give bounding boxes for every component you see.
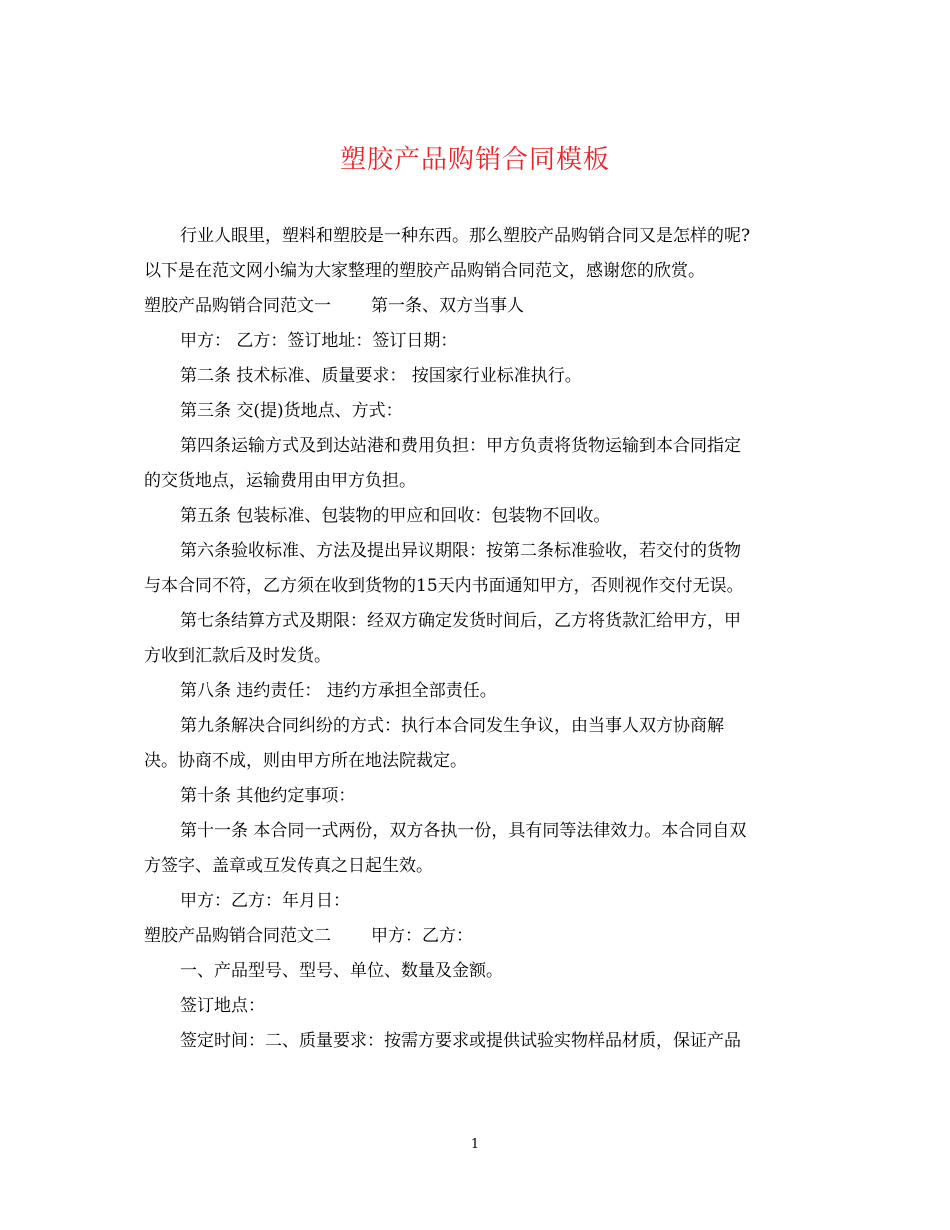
paragraph-line: 第十一条 本合同一式两份，双方各执一份，具有同等法律效力。本合同自双 (180, 821, 747, 841)
paragraph-line: 第九条解决合同纠纷的方式：执行本合同发生争议，由当事人双方协商解 (180, 716, 724, 736)
paragraph-line: 方签字、盖章或互发传真之日起生效。 (144, 856, 433, 876)
paragraph-line: 第三条 交(提)货地点、方式： (180, 401, 403, 421)
paragraph-line: 一、产品型号、型号、单位、数量及金额。 (180, 961, 503, 981)
paragraph-line: 第十条 其他约定事项： (180, 786, 356, 806)
paragraph-line: 第四条运输方式及到达站港和费用负担：甲方负责将货物运输到本合同指定 (180, 436, 741, 456)
paragraph-line: 第八条 违约责任： 违约方承担全部责任。 (180, 681, 497, 701)
paragraph-line: 方收到汇款后及时发货。 (144, 646, 331, 666)
paragraph-line: 决。协商不成，则由甲方所在地法院裁定。 (144, 751, 467, 771)
paragraph-line: 的交货地点，运输费用由甲方负担。 (144, 471, 416, 491)
paragraph-line: 第五条 包装标准、包装物的甲应和回收：包装物不回收。 (180, 506, 611, 526)
section-clause: 第一条、双方当事人 (371, 296, 524, 316)
paragraph-line: 与本合同不符，乙方须在收到货物的15天内书面通知甲方，否则视作交付无误。 (144, 576, 744, 596)
section-heading: 塑胶产品购销合同范文二 (144, 926, 331, 946)
paragraph-line: 第二条 技术标准、质量要求： 按国家行业标准执行。 (180, 366, 582, 386)
paragraph-line: 签订地点： (180, 996, 265, 1016)
document-body (144, 219, 814, 1059)
paragraph-line: 以下是在范文网小编为大家整理的塑胶产品购销合同范文，感谢您的欣赏。 (144, 261, 705, 281)
section-heading-line (144, 919, 814, 954)
section-heading: 塑胶产品购销合同范文一 (144, 296, 331, 316)
paragraph-line: 第七条结算方式及期限：经双方确定发货时间后，乙方将货款汇给甲方，甲 (180, 611, 741, 631)
paragraph-line: 行业人眼里，塑料和塑胶是一种东西。那么塑胶产品购销合同又是怎样的呢? (180, 226, 751, 246)
paragraph-line: 第六条验收标准、方法及提出异议期限：按第二条标准验收，若交付的货物 (180, 541, 741, 561)
document-title: 塑胶产品购销合同模板 (339, 145, 610, 175)
section-heading-line (144, 289, 814, 324)
page-number: 1 (470, 1137, 480, 1152)
section-clause: 甲方：乙方： (371, 926, 473, 946)
paragraph-line: 甲方： 乙方：签订地址：签订日期： (180, 331, 458, 351)
paragraph-line: 签定时间：二、质量要求：按需方要求或提供试验实物样品材质，保证产品 (180, 1031, 741, 1051)
paragraph-line: 甲方：乙方：年月日： (180, 891, 350, 911)
